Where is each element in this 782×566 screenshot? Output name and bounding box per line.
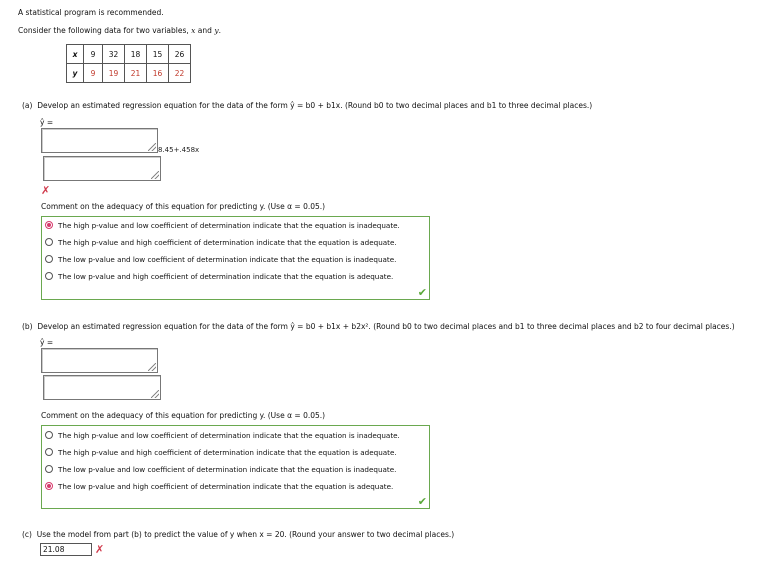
table-cell: 21 <box>125 64 147 83</box>
part-b-form: ŷ = b0 + b1x + b2x². <box>290 322 371 331</box>
radio-selected-icon[interactable] <box>45 221 53 229</box>
part-b-prompt-text: Develop an estimated regression equation for the data of the form <box>37 322 288 331</box>
table-cell: 22 <box>169 64 191 83</box>
part-b-option-1[interactable] <box>45 428 400 442</box>
part-b-yhat-label: ŷ = <box>40 338 54 347</box>
part-a-options-box <box>41 216 430 300</box>
part-a-yhat-label: ŷ = <box>40 118 54 127</box>
part-b-comment-prompt: Comment on the adequacy of this equation for predicting y. (Use α = 0.05.) <box>41 411 326 420</box>
part-a-prompt <box>22 101 592 110</box>
intro-var-x: x <box>191 26 196 35</box>
intro-line-2-text: Consider the following data for two variables, <box>18 26 189 35</box>
part-c-label: (c) <box>22 530 32 539</box>
radio-icon[interactable] <box>45 255 53 263</box>
part-a-form: ŷ = b0 + b1x. <box>290 101 343 110</box>
part-a-option-4[interactable] <box>45 269 393 283</box>
option-label: The low p-value and high coefficient of determination indicate that the equation is adequate. <box>58 271 394 281</box>
part-a-entered-answer: 8.45+.458x <box>158 146 200 154</box>
part-a-comment-prompt: Comment on the adequacy of this equation for predicting y. (Use α = 0.05.) <box>41 202 326 211</box>
correct-check-icon: ✔ <box>417 286 427 299</box>
resize-grip-icon[interactable] <box>151 390 159 398</box>
part-b-options-box <box>41 425 430 509</box>
table-cell: 9 <box>84 64 103 83</box>
radio-icon[interactable] <box>45 448 53 456</box>
incorrect-x-icon: ✗ <box>95 543 105 556</box>
intro-line-1: A statistical program is recommended. <box>18 8 164 17</box>
part-b-option-3[interactable] <box>45 462 396 476</box>
table-cell: 15 <box>147 45 169 64</box>
radio-icon[interactable] <box>45 238 53 246</box>
radio-icon[interactable] <box>45 465 53 473</box>
resize-grip-icon[interactable] <box>148 363 156 371</box>
part-b-second-input[interactable] <box>43 375 161 400</box>
intro-period: . <box>218 26 221 35</box>
radio-selected-icon[interactable] <box>45 482 53 490</box>
part-c-answer-input[interactable]: 21.08 <box>40 543 92 556</box>
correct-check-icon: ✔ <box>417 495 427 508</box>
option-label: The high p-value and high coefficient of determination indicate that the equation is adequate. <box>58 237 397 247</box>
table-header-x: x <box>67 45 84 64</box>
table-cell: 16 <box>147 64 169 83</box>
resize-grip-icon[interactable] <box>148 143 156 151</box>
option-label: The high p-value and low coefficient of determination indicate that the equation is inadequate. <box>58 430 400 440</box>
part-b-round-note: (Round b0 to two decimal places and b1 to three decimal places and b2 to four decimal places.) <box>373 322 735 331</box>
radio-icon[interactable] <box>45 431 53 439</box>
resize-grip-icon[interactable] <box>151 171 159 179</box>
option-label: The low p-value and low coefficient of determination indicate that the equation is inadequate. <box>58 464 397 474</box>
part-a-option-1[interactable] <box>45 218 400 232</box>
table-cell: 32 <box>103 45 125 64</box>
intro-var-y: y <box>214 26 219 35</box>
part-a-label: (a) <box>22 101 33 110</box>
radio-icon[interactable] <box>45 272 53 280</box>
part-a-prompt-text: Develop an estimated regression equation for the data of the form <box>37 101 288 110</box>
part-b-prompt <box>22 322 735 331</box>
data-table <box>66 44 191 83</box>
part-b-option-4[interactable] <box>45 479 393 493</box>
part-b-answer-input[interactable] <box>41 348 158 373</box>
option-label: The low p-value and high coefficient of determination indicate that the equation is adequate. <box>58 481 394 491</box>
table-cell: 19 <box>103 64 125 83</box>
option-label: The high p-value and high coefficient of determination indicate that the equation is adequate. <box>58 447 397 457</box>
part-c-prompt-text: Use the model from part (b) to predict the value of y when x = 20. (Round your answer to two decimal places.) <box>36 530 455 539</box>
part-a-answer-input[interactable] <box>41 128 158 153</box>
part-a-second-input[interactable] <box>43 156 161 181</box>
table-cell: 18 <box>125 45 147 64</box>
table-row-y <box>67 64 191 83</box>
incorrect-x-icon: ✗ <box>41 184 51 197</box>
part-a-round-note: (Round b0 to two decimal places and b1 to three decimal places.) <box>344 101 593 110</box>
table-cell: 26 <box>169 45 191 64</box>
intro-line-2 <box>18 26 221 35</box>
part-b-option-2[interactable] <box>45 445 397 459</box>
part-a-option-3[interactable] <box>45 252 396 266</box>
table-header-y: y <box>67 64 84 83</box>
part-c-prompt <box>22 530 454 539</box>
table-row-x <box>67 45 191 64</box>
intro-and: and <box>197 26 212 35</box>
part-b-label: (b) <box>22 322 33 331</box>
table-cell: 9 <box>84 45 103 64</box>
option-label: The high p-value and low coefficient of determination indicate that the equation is inadequate. <box>58 220 400 230</box>
part-a-option-2[interactable] <box>45 235 397 249</box>
option-label: The low p-value and low coefficient of determination indicate that the equation is inadequate. <box>58 254 397 264</box>
